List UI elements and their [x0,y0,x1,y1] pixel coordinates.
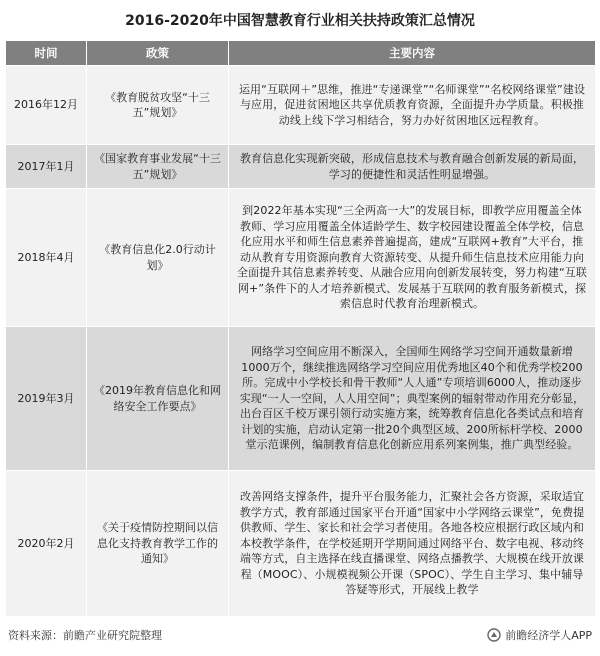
row-content: 改善网络支撑条件，提升平台服务能力，汇聚社会各方资源，采取适宜教学方式，教育部通过国家平台开通“国家中小学网络云课堂”，免费提供教师、学生、家长和社会学习者使用。各地各校应根据行政区域内和本校教学条件，在学校延期开学期间通过网络平台、数字电视、移动终端等方式，自主选择在线直播课堂、网络点播教学、大规模在线开放课程（MOOC）、小规模视频公开课（SPOC）、学生自主学习、集中辅导答疑等形式，开展线上教学 [229,471,596,617]
row-time: 2016年12月 [6,66,87,145]
row-policy: 《教育脱贫攻坚“十三五”规划》 [87,66,229,145]
policy-table [5,40,596,617]
footer [8,626,592,644]
page-title: 2016-2020年中国智慧教育行业相关扶持政策汇总情况 [125,13,475,29]
row-policy: 《关于疫情防控期间以信息化支持教育教学工作的通知》 [87,471,229,617]
brand [487,627,592,643]
header-content: 主要内容 [229,41,596,66]
row-time: 2019年3月 [6,327,87,471]
brand-name: 前瞻经济学人APP [505,629,592,642]
row-policy: 《国家教育事业发展“十三五”规划》 [87,145,229,189]
header-time: 时间 [6,41,87,66]
row-time: 2017年1月 [6,145,87,189]
row-time: 2020年2月 [6,471,87,617]
table-row [6,327,596,471]
table-row [6,145,596,189]
source-note: 资料来源：前瞻产业研究院整理 [8,629,162,642]
table-row [6,66,596,145]
row-content: 运用“互联网＋”思维，推进“专递课堂”“名师课堂”“名校网络课堂”建设与应用，促进贫困地区共享优质教育资源，全面提升办学质量。积极推动线上线下学习相结合，努力办好贫困地区远程教育。 [229,66,596,145]
table-header-row [6,41,596,66]
row-content: 教育信息化实现新突破，形成信息技术与教育融合创新发展的新局面，学习的便捷性和灵活性明显增强。 [229,145,596,189]
header-policy: 政策 [87,41,229,66]
row-content: 到2022年基本实现“三全两高一大”的发展目标，即教学应用覆盖全体教师、学习应用覆盖全体适龄学生、数字校园建设覆盖全体学校，信息化应用水平和师生信息素养普遍提高，建成“互联网+教育”大平台，推动从教育专用资源向教育大资源转变、从提升师生信息技术应用能力向全面提升其信息素养转变、从融合应用向创新发展转变，努力构建“互联网+”条件下的人才培养新模式、发展基于互联网的教育服务新模式，探索信息时代教育治理新模式。 [229,189,596,327]
row-policy: 《教育信息化2.0行动计划》 [87,189,229,327]
table-row [6,189,596,327]
table-row [6,471,596,617]
row-time: 2018年4月 [6,189,87,327]
brand-logo-icon [487,628,501,642]
row-policy: 《2019年教育信息化和网络安全工作要点》 [87,327,229,471]
row-content: 网络学习空间应用不断深入，全国师生网络学习空间开通数量新增1000万个，继续推选网络学习空间应用优秀地区40个和优秀学校200所。完成中小学校长和骨干教师“人人通”专项培训6000人，推动逐步实现“一人一空间，人人用空间”；典型案例的辐射带动作用充分彰显，出台百区千校万课引领行动实施方案，统筹教育信息化各类试点和培育计划的实施，启动认定第一批20个典型区域、200所标杆学校、2000堂示范课例，编制教育信息化创新应用系列案例集，推广典型经验。 [229,327,596,471]
